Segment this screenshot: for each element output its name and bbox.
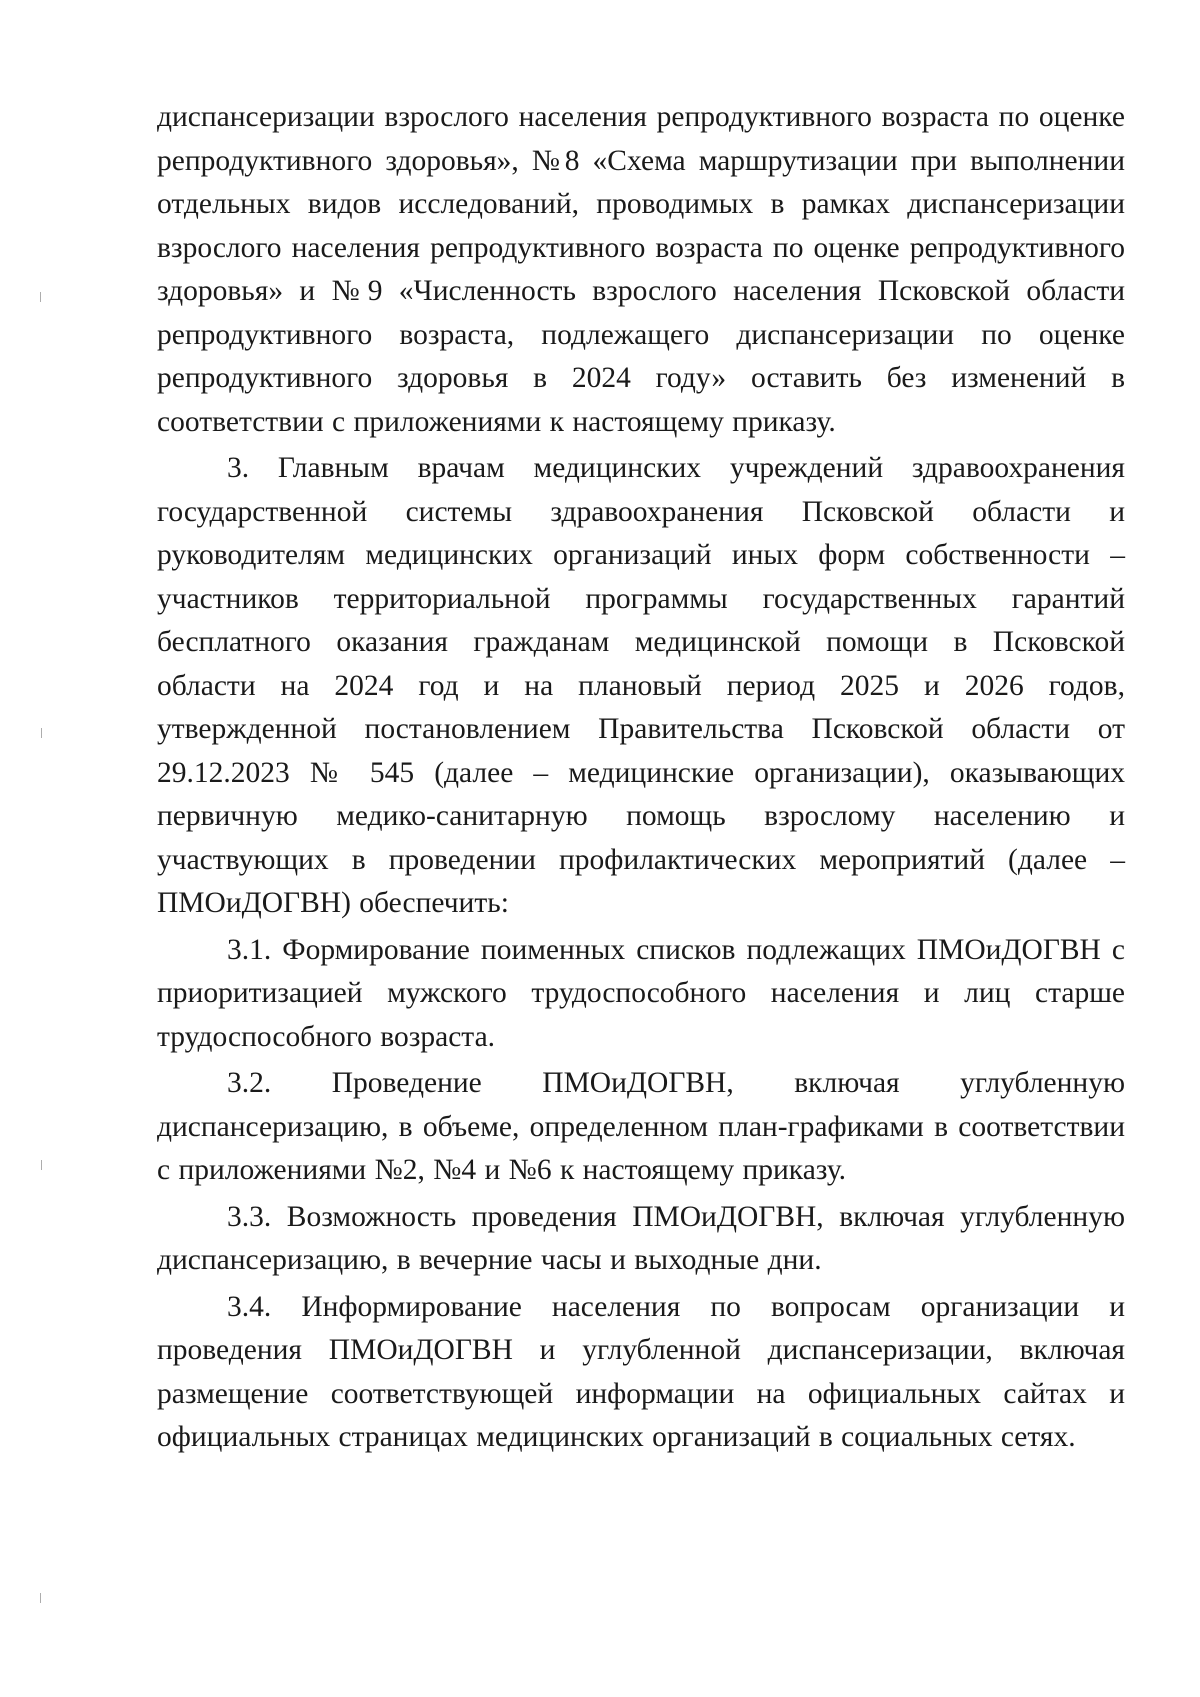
scan-artifact-mark	[41, 728, 42, 738]
paragraph-item-3-1: 3.1. Формирование поименных списков подлежащих ПМОиДОГВН с приоритизацией мужского трудоспособного населения и лиц старше трудоспособного возраста.	[157, 933, 1125, 1053]
paragraph-item-3-4: 3.4. Информирование населения по вопросам организации и проведения ПМОиДОГВН и углубленной диспансеризации, включая размещение соответствующей информации на официальных сайтах и официальных страницах медицинских организаций в социальных сетях.	[157, 1290, 1125, 1453]
document-page	[157, 96, 1125, 1463]
scan-artifact-mark	[40, 1593, 41, 1603]
paragraph-continuation: диспансеризации взрослого населения репродуктивного возраста по оценке репродуктивного здоровья», №8 «Схема маршрутизации при выполнении отдельных видов исследований, проводимых в рамках диспансеризации взрослого населения репродуктивного возраста по оценке репродуктивного здоровья» и №9 «Численность взрослого населения Псковской области репродуктивного возраста, подлежащего диспансеризации по оценке репродуктивного здоровья в 2024 году» оставить без изменений в соответствии с приложениями к настоящему приказу.	[157, 101, 1125, 438]
scan-artifact-mark	[40, 292, 41, 302]
paragraph-item-3-2: 3.2. Проведение ПМОиДОГВН, включая углубленную диспансеризацию, в объеме, определенном план-графиками в соответствии с приложениями №2, №4 и №6 к настоящему приказу.	[157, 1067, 1125, 1186]
paragraph-item-3: 3. Главным врачам медицинских учреждений здравоохранения государственной системы здравоохранения Псковской области и руководителям медицинских организаций иных форм собственности – участников территориальной программы государственных гарантий бесплатного оказания гражданам медицинской помощи в Псковской области на 2024 год и на плановый период 2025 и 2026 годов, утвержденной постановлением Правительства Псковской области от 29.12.2023 № 545 (далее – медицинские организации), оказывающих первичную медико-санитарную помощь взрослому населению и участвующих в проведении профилактических мероприятий (далее – ПМОиДОГВН) обеспечить:	[157, 452, 1125, 919]
scan-artifact-mark	[41, 1160, 42, 1170]
paragraph-item-3-3: 3.3. Возможность проведения ПМОиДОГВН, включая углубленную диспансеризацию, в вечерние часы и выходные дни.	[157, 1200, 1125, 1276]
